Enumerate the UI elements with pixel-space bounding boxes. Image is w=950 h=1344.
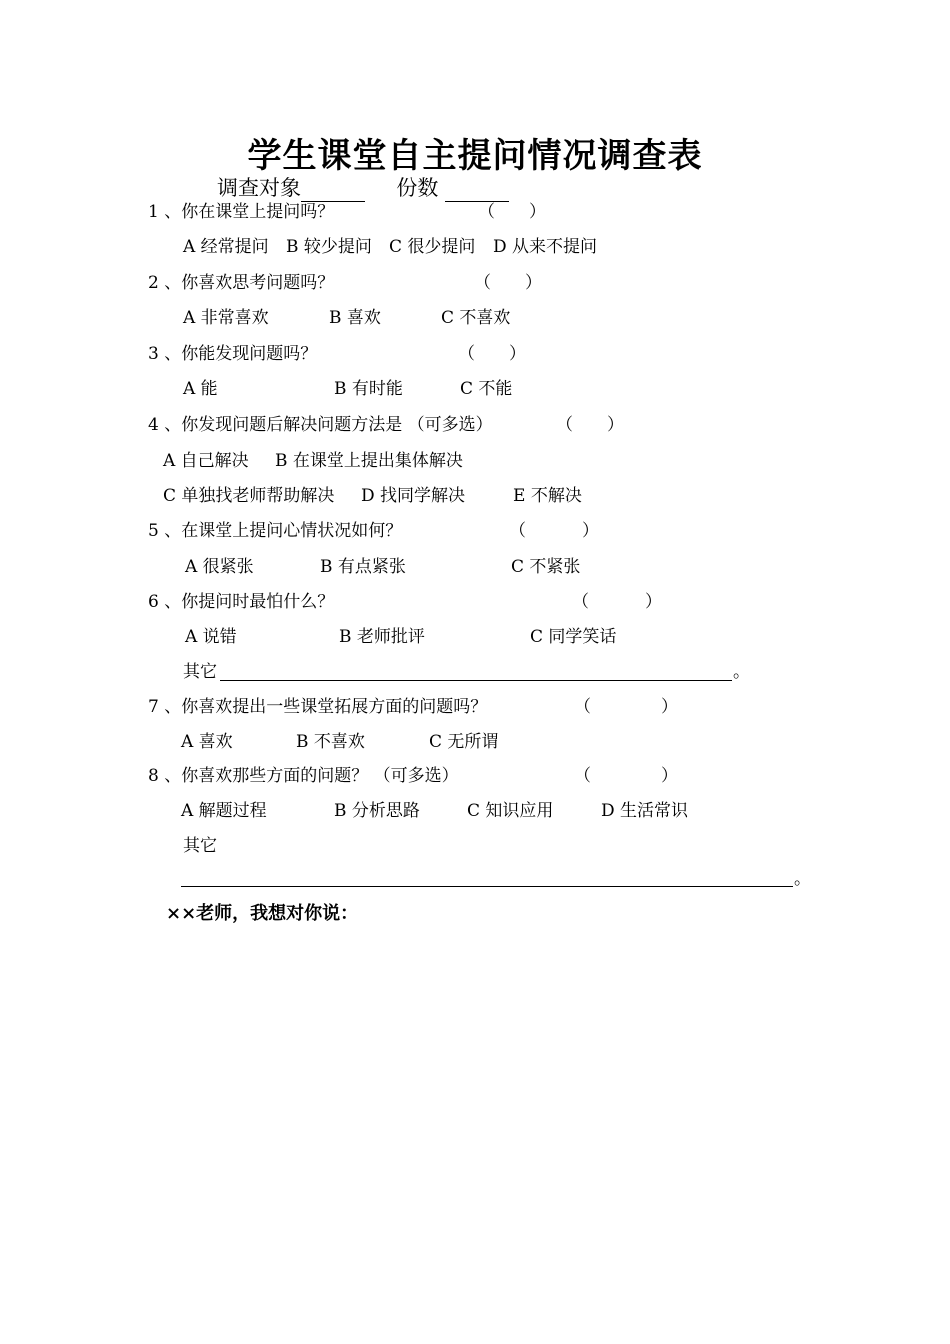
- answer-paren-6[interactable]: （ ）: [572, 592, 662, 612]
- answer-paren-8[interactable]: （ ）: [574, 766, 678, 786]
- q6-option-c[interactable]: C 同学笑话: [530, 627, 617, 647]
- q7-option-a[interactable]: A 喜欢: [181, 732, 233, 752]
- question-3: 3 、你能发现问题吗？: [148, 344, 318, 364]
- q6-option-b[interactable]: B 老师批评: [339, 627, 425, 647]
- object-label: 调查对象: [217, 176, 301, 200]
- q6-other-blank[interactable]: [220, 680, 732, 681]
- q3-option-a[interactable]: A 能: [183, 379, 218, 399]
- q1-option-d[interactable]: D 从来不提问: [493, 237, 598, 257]
- answer-paren-5[interactable]: （ ）: [509, 521, 599, 541]
- answer-paren-1[interactable]: （ ）: [478, 202, 546, 222]
- q8-other-label: 其它: [183, 836, 217, 856]
- question-2: 2 、你喜欢思考问题吗？: [148, 273, 335, 293]
- q6-other-end: 。: [733, 662, 750, 682]
- answer-paren-2[interactable]: （ ）: [474, 273, 542, 293]
- question-1: 1 、你在课堂上提问吗？: [148, 202, 335, 222]
- count-label: 份数: [396, 176, 439, 200]
- q8-option-c[interactable]: C 知识应用: [467, 801, 554, 821]
- q2-option-b[interactable]: B 喜欢: [329, 308, 381, 328]
- q8-option-d[interactable]: D 生活常识: [601, 801, 689, 821]
- footer-message: ××老师，我想对你说：: [166, 903, 359, 924]
- q4-option-b[interactable]: B 在课堂上提出集体解决: [275, 451, 463, 471]
- survey-header: [217, 172, 509, 202]
- page-title: 学生课堂自主提问情况调查表: [247, 136, 703, 176]
- q2-option-c[interactable]: C 不喜欢: [441, 308, 511, 328]
- q2-option-a[interactable]: A 非常喜欢: [183, 308, 269, 328]
- q6-other-label: 其它: [183, 662, 217, 682]
- q5-option-c[interactable]: C 不紧张: [511, 557, 581, 577]
- q4-option-a[interactable]: A 自己解决: [163, 451, 249, 471]
- question-5: 5 、在课堂上提问心情状况如何？: [148, 521, 403, 541]
- q7-option-c[interactable]: C 无所谓: [429, 732, 499, 752]
- question-6: 6 、你提问时最怕什么？: [148, 592, 335, 612]
- q6-option-a[interactable]: A 说错: [185, 627, 237, 647]
- answer-paren-7[interactable]: （ ）: [574, 697, 678, 717]
- question-7: 7 、你喜欢提出一些课堂拓展方面的问题吗？: [148, 697, 488, 717]
- q8-other-blank[interactable]: [181, 886, 793, 887]
- q3-option-c[interactable]: C 不能: [460, 379, 513, 399]
- q4-option-e[interactable]: E 不解决: [513, 486, 582, 506]
- q4-option-c[interactable]: C 单独找老师帮助解决: [163, 486, 335, 506]
- answer-paren-3[interactable]: （ ）: [458, 344, 526, 364]
- q8-option-b[interactable]: B 分析思路: [334, 801, 420, 821]
- q8-other-end: 。: [794, 869, 811, 889]
- count-blank[interactable]: [445, 181, 509, 202]
- answer-paren-4[interactable]: （ ）: [556, 415, 624, 435]
- q5-option-a[interactable]: A 很紧张: [185, 557, 254, 577]
- q8-option-a[interactable]: A 解题过程: [181, 801, 267, 821]
- question-8: 8 、你喜欢那些方面的问题？ （可多选）: [148, 766, 459, 786]
- q7-option-b[interactable]: B 不喜欢: [296, 732, 365, 752]
- q5-option-b[interactable]: B 有点紧张: [320, 557, 406, 577]
- object-blank[interactable]: [301, 181, 365, 202]
- q1-option-b[interactable]: B 较少提问: [286, 237, 372, 257]
- q1-option-a[interactable]: A 经常提问: [183, 237, 269, 257]
- q4-option-d[interactable]: D 找同学解决: [361, 486, 466, 506]
- q3-option-b[interactable]: B 有时能: [334, 379, 403, 399]
- q1-option-c[interactable]: C 很少提问: [389, 237, 476, 257]
- question-4: 4 、你发现问题后解决问题方法是 （可多选）: [148, 415, 493, 435]
